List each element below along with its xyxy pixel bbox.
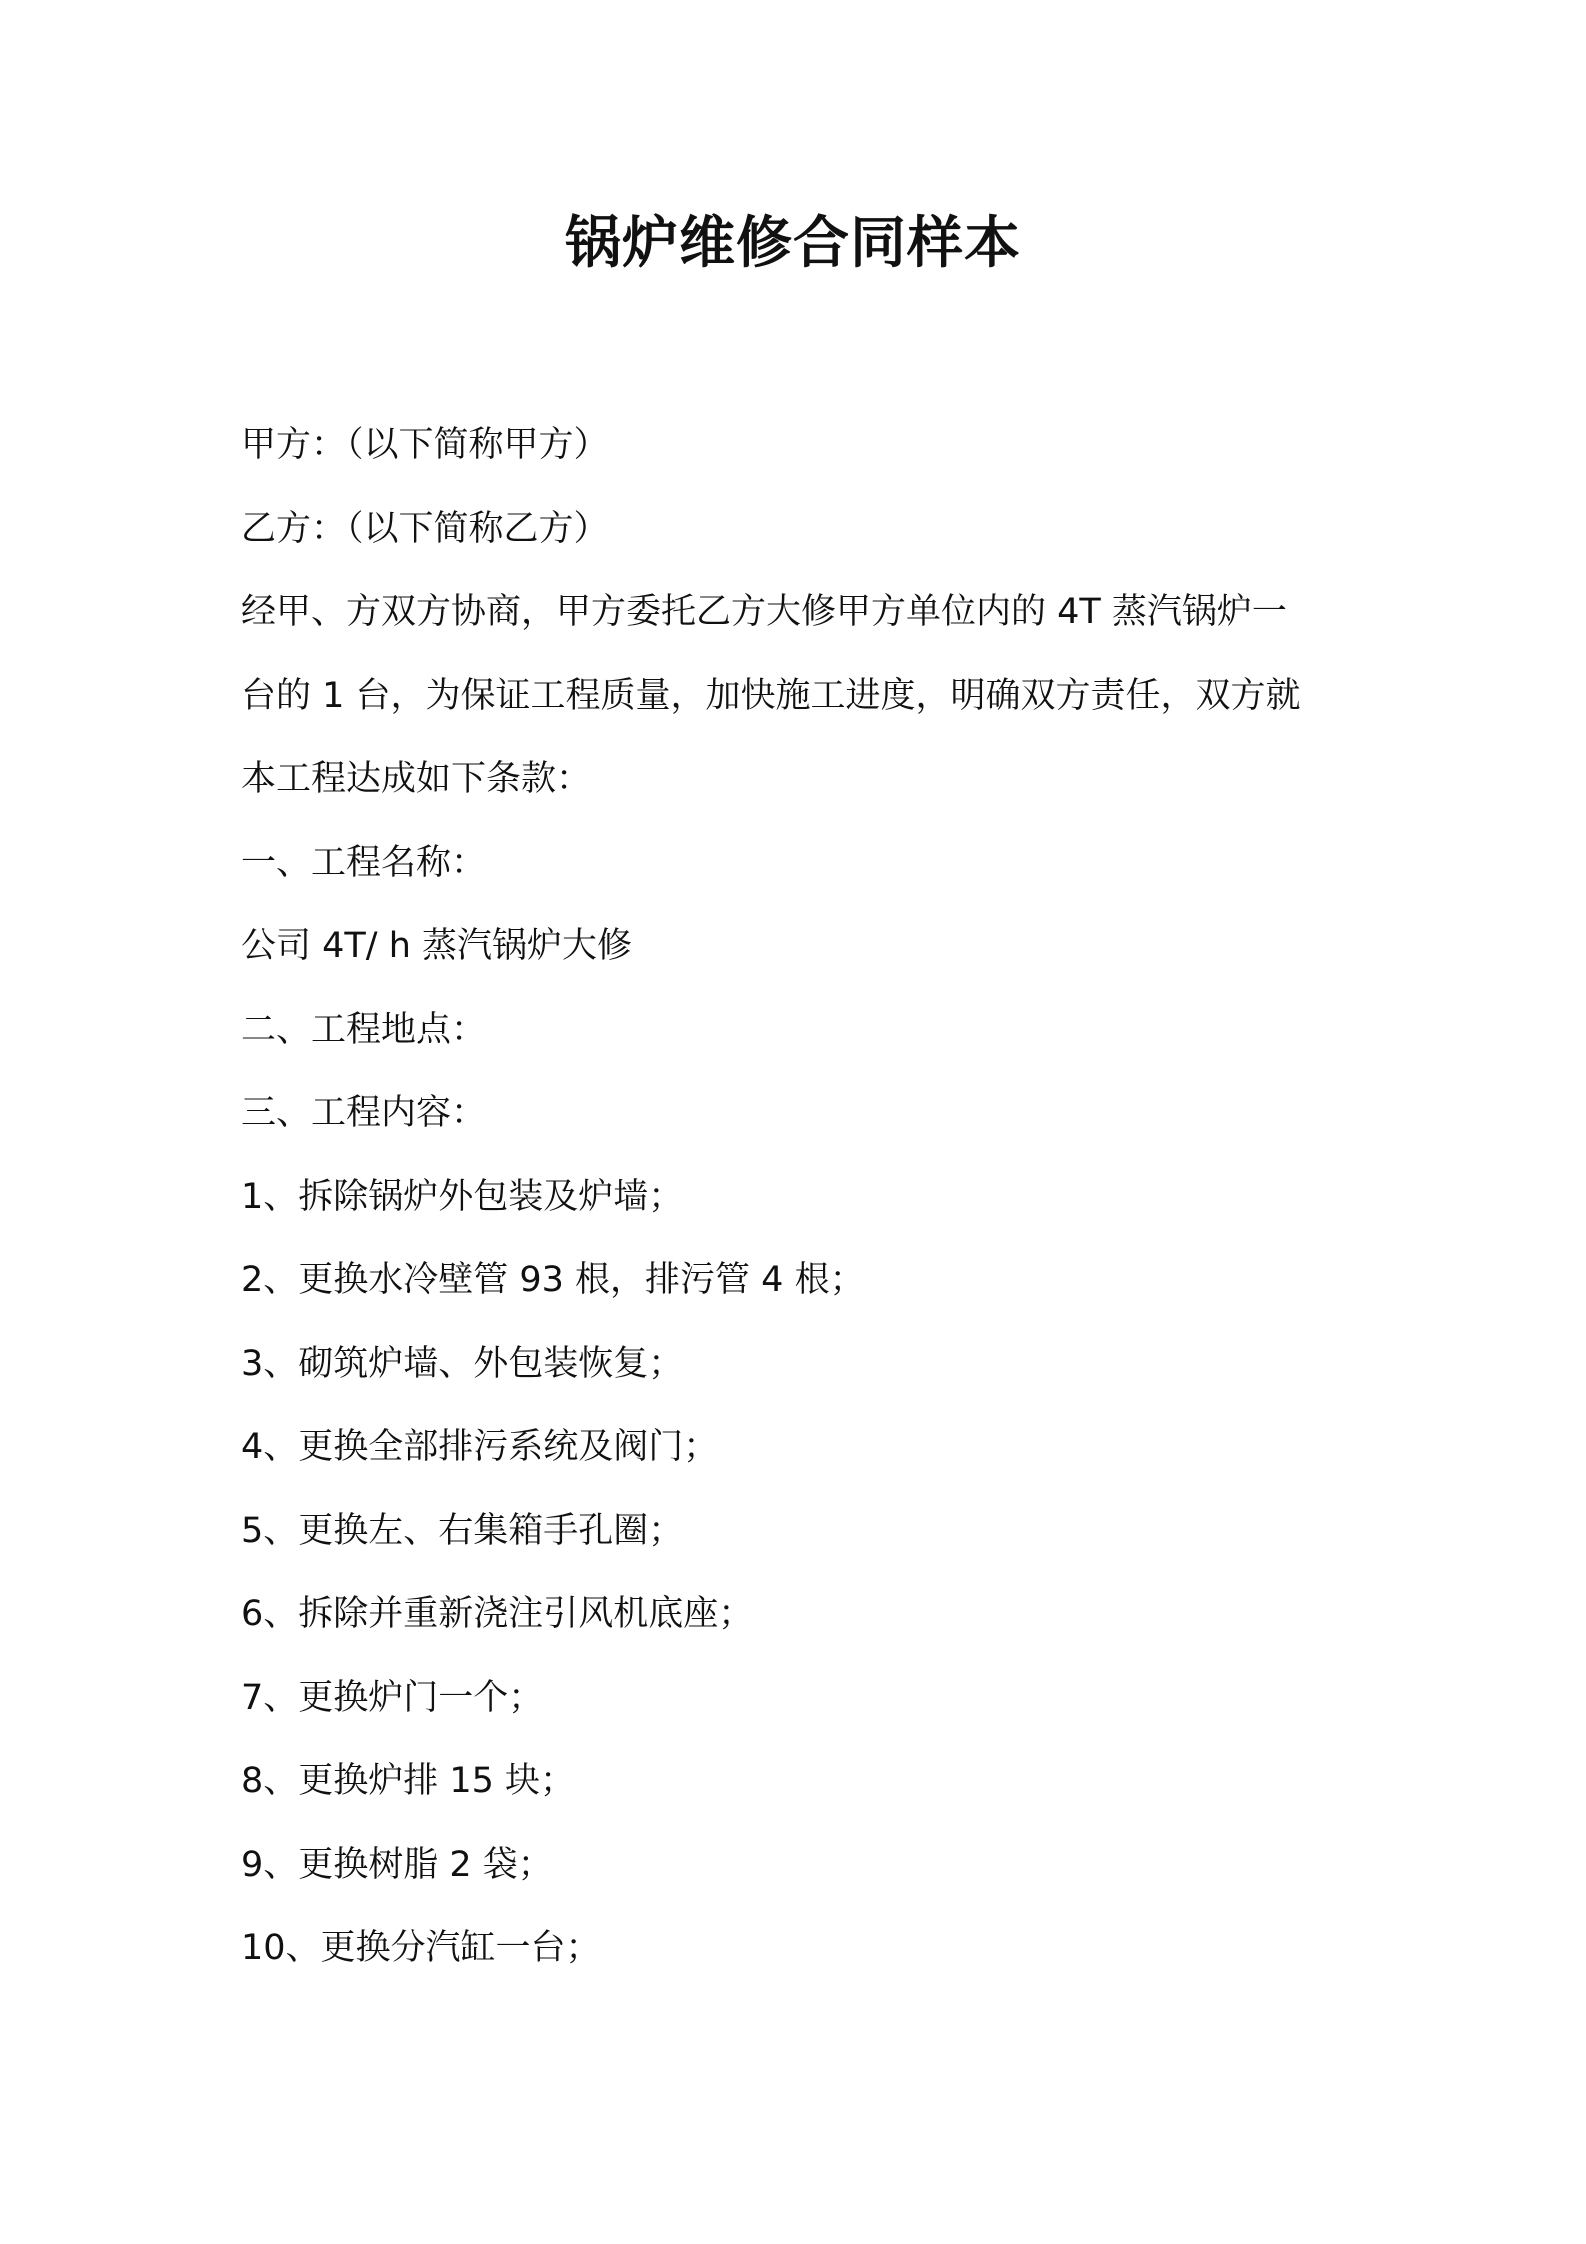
content-item-7: 7、更换炉门一个； (241, 1677, 544, 1718)
content-item-4: 4、更换全部排污系统及阀门； (241, 1427, 719, 1467)
preamble-line-3: 本工程达成如下条款： (241, 759, 592, 799)
content-item-9: 9、更换树脂 2 袋； (241, 1844, 553, 1885)
content-item-10: 10、更换分汽缸一台； (241, 1928, 601, 1968)
section-heading-project-location: 二、工程地点： (241, 1009, 487, 1050)
content-item-6: 6、拆除并重新浇注引风机底座； (241, 1594, 754, 1634)
party-b-line: 乙方：（以下简称乙方） (241, 508, 609, 549)
document-body (241, 404, 1361, 1991)
project-name-value: 公司 4T/ h 蒸汽锅炉大修 (241, 926, 632, 966)
party-a-line: 甲方：（以下简称甲方） (241, 425, 609, 465)
preamble-line-1: 经甲、方双方协商，甲方委托乙方大修甲方单位内的 4T 蒸汽锅炉一 (241, 592, 1287, 632)
section-heading-project-name: 一、工程名称： (241, 842, 487, 883)
preamble-line-2: 台的 1 台，为保证工程质量，加快施工进度，明确双方责任，双方就 (241, 675, 1301, 716)
document-title: 锅炉维修合同样本 (565, 211, 1021, 276)
content-item-5: 5、更换左、右集箱手孔圈； (241, 1510, 684, 1551)
section-heading-project-content: 三、工程内容： (241, 1093, 487, 1133)
content-item-1: 1、拆除锅炉外包装及炉墙； (241, 1176, 684, 1217)
content-item-3: 3、砌筑炉墙、外包装恢复； (241, 1343, 684, 1384)
content-item-8: 8、更换炉排 15 块； (241, 1761, 576, 1801)
content-item-2: 2、更换水冷壁管 93 根，排污管 4 根； (241, 1260, 865, 1300)
